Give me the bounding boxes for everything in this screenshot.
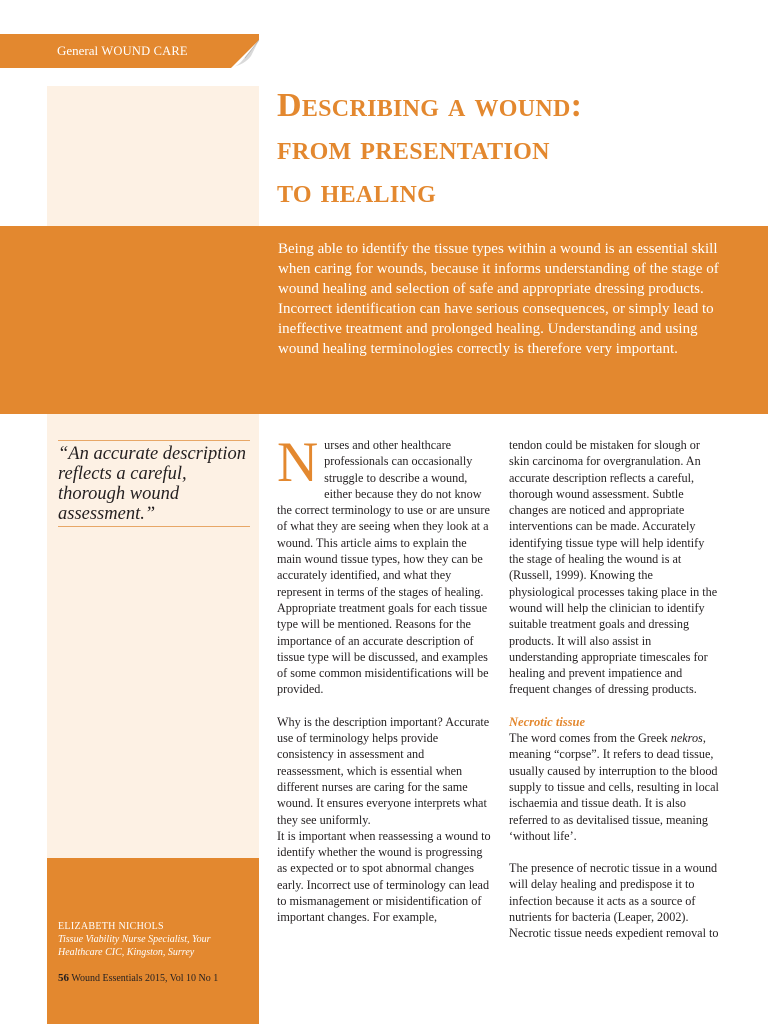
section-header <box>57 43 188 59</box>
title-line-3: to healing <box>277 173 437 210</box>
paragraph-intro <box>277 431 493 698</box>
author-affiliation: Tissue Viability Nurse Specialist, Your Healthcare CIC, Kingston, Surrey <box>58 934 211 958</box>
page-number: 56 <box>58 972 69 984</box>
title-line-1: Describing a wound: <box>277 87 583 124</box>
pullquote-rule-top <box>58 440 250 441</box>
body-column-1 <box>277 431 493 926</box>
folio <box>58 972 258 984</box>
body-column-2 <box>509 437 721 942</box>
subheading-necrotic-tissue: Necrotic tissue <box>509 714 586 729</box>
necrotic-term: nekros <box>670 731 703 746</box>
necrotic-text-b: , meaning “corpse”. It refers to dead tissue, usually caused by interruption to the blood supply to tissue and cells, resulting in local ischaemia and tissue death. It is also referred to as devitalised tissue, meaning ‘without life’. <box>509 731 719 843</box>
author-name: ELIZABETH NICHOLS <box>58 921 164 932</box>
page-curl-icon <box>231 40 259 68</box>
pullquote-rule-bottom <box>58 526 250 527</box>
paragraph-reassessing: It is important when reassessing a wound to identify whether the wound is progressing as expected or to spot abnormal changes early. Incorrect use of terminology can lead to mismanagement or misidentification of important changes. For example, <box>277 828 491 925</box>
section-label: General <box>57 43 99 58</box>
paragraph-intro-text: urses and other healthcare professionals can occasionally struggle to describe a wound, either because they do not know the correct terminology to use or are unsure of what they are seeing when they look at a wound. This article aims to explain the main wound tissue types, how they can be accurately identified, and what they represent in terms of the stages of healing. Appropriate treatment goals for each tissue type will be mentioned. Reasons for the importance of an accurate description of tissue type will be discussed, and examples of some common misidentifications will be provided. <box>277 438 490 697</box>
paragraph-accurate-description: tendon could be mistaken for slough or skin carcinoma for overgranulation. An accurate description reflects a careful, thorough wound assessment. Subtle changes are noticed and appropriate interventions can be made. Accurately identifying tissue type will help identify the stage of healing the wound is at (Russell, 1999). Knowing the physiological processes taking place in the wound will help the clinician to identify suitable treatment goals and dressing products. It will also assist in understanding appropriate timescales for healing and prevent impatience and frequent changes of dressing products. <box>509 438 718 697</box>
necrotic-text-a: The word comes from the Greek <box>509 731 671 746</box>
section-label-strong: WOUND CARE <box>101 44 188 58</box>
journal-citation: Wound Essentials 2015, Vol 10 No 1 <box>71 973 219 984</box>
article-title <box>277 84 747 213</box>
drop-cap: N <box>277 431 319 494</box>
standfirst: Being able to identify the tissue types within a wound is an essential skill when caring for wounds, because it informs understanding of the stage of wound healing and selection of safe and appropriate dressing products. Incorrect identification can have serious consequences, or simply lead to ineffective treatment and prolonged healing. Understanding and using wound healing terminologies correctly is therefore very important. <box>278 241 719 357</box>
pullquote: “An accurate description reflects a careful, thorough wound assessment.” <box>58 444 247 524</box>
author-block <box>58 920 253 959</box>
paragraph-why-important: Why is the description important? Accurate use of terminology helps provide consistency in assessment and reassessment, which is essential when different nurses are caring for the same wound. It ensures everyone interprets what they see uniformly. <box>277 714 490 827</box>
title-line-2: from presentation <box>277 130 550 167</box>
paragraph-necrotic-presence: The presence of necrotic tissue in a wound will delay healing and predispose it to infection because it acts as a source of nutrients for bacteria (Leaper, 2002). Necrotic tissue needs expedient removal to <box>509 861 719 941</box>
paragraph-necrotic-definition <box>509 730 721 844</box>
